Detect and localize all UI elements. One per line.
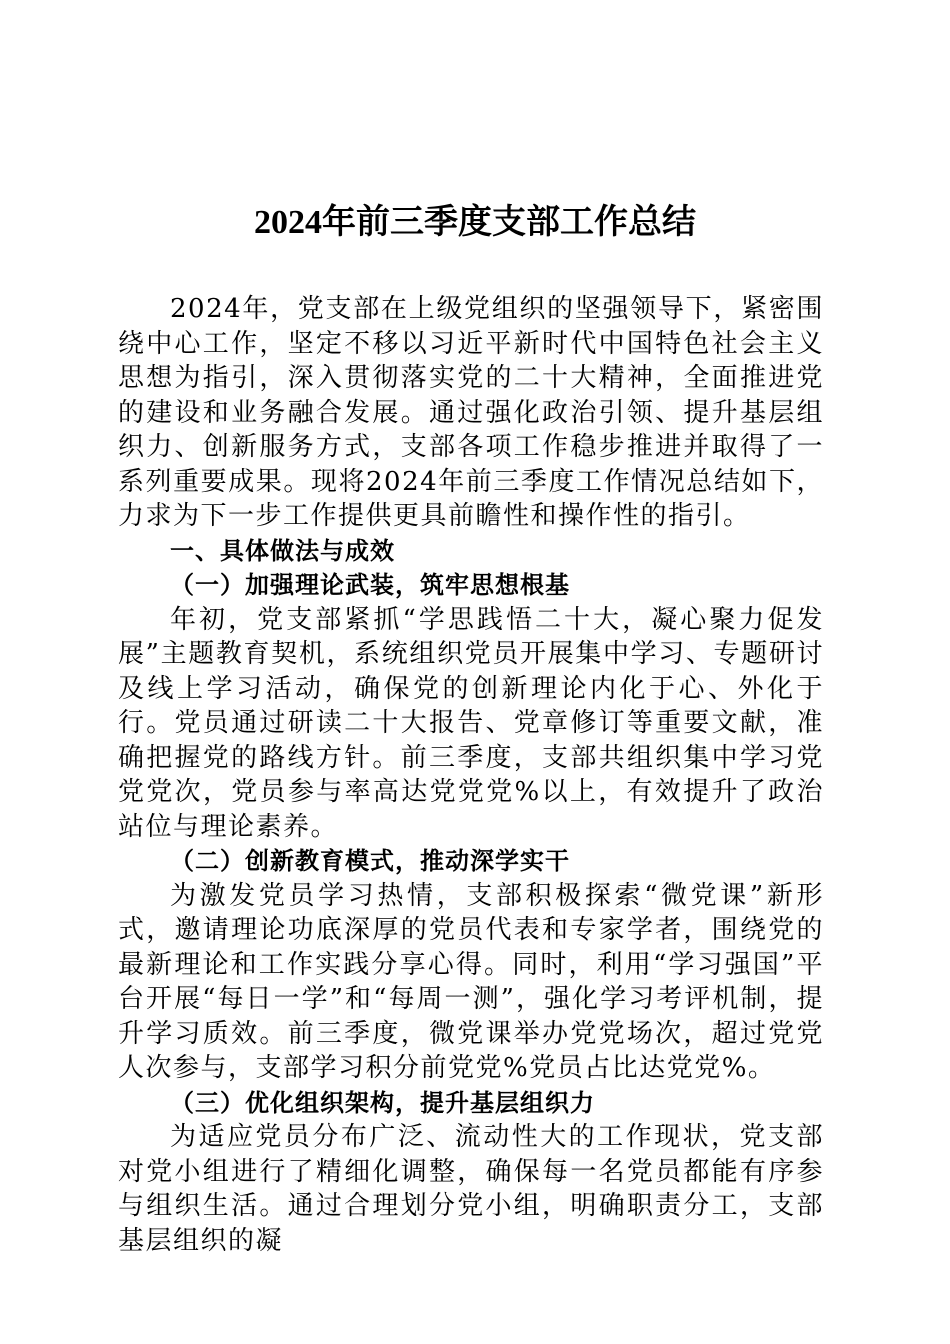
subsection-body-1: 年初，党支部紧抓“学思践悟二十大，凝心聚力促发展”主题教育契机，系统组织党员开展集中学习、专题研讨及线上学习活动，确保党的创新理论内化于心、外化于行。党员通过研读二十大报告、党章修订等重要文献，准确把握党的路线方针。前三季度，支部共组织集中学习党党党次，党员参与率高达党党党%以上，有效提升了政治站位与理论素养。 xyxy=(118,604,824,842)
subsection-body-2: 为激发党员学习热情，支部积极探索“微党课”新形式，邀请理论功底深厚的党员代表和专家学者，围绕党的最新理论和工作实践分享心得。同时，利用“学习强国”平台开展“每日一学”和“每周一测”，强化学习考评机制，提升学习质效。前三季度，微党课举办党党场次，超过党党人次参与，支部学习积分前党党%党员占比达党党%。 xyxy=(118,880,824,1083)
subsection-heading-1: （一）加强理论武装，筑牢思想根基 xyxy=(170,570,570,599)
intro-paragraph: 2024年，党支部在上级党组织的坚强领导下，紧密围绕中心工作，坚定不移以习近平新时代中国特色社会主义思想为指引，深入贯彻落实党的二十大精神，全面推进党的建设和业务融合发展。通过强化政治引领、提升基层组织力、创新服务方式，支部各项工作稳步推进并取得了一系列重要成果。现将2024年前三季度工作情况总结如下，力求为下一步工作提供更具前瞻性和操作性的指引。 xyxy=(118,294,824,531)
document-title: 2024年前三季度支部工作总结 xyxy=(254,204,696,241)
section-heading-1: 一、具体做法与成效 xyxy=(170,536,395,565)
subsection-body-3: 为适应党员分布广泛、流动性大的工作现状，党支部对党小组进行了精细化调整，确保每一名党员都能有序参与组织生活。通过合理划分党小组，明确职责分工，支部基层组织的凝 xyxy=(118,1122,824,1256)
document-body xyxy=(118,292,824,1258)
subsection-heading-2: （二）创新教育模式，推动深学实干 xyxy=(170,846,570,875)
subsection-heading-3: （三）优化组织架构，提升基层组织力 xyxy=(170,1087,595,1117)
